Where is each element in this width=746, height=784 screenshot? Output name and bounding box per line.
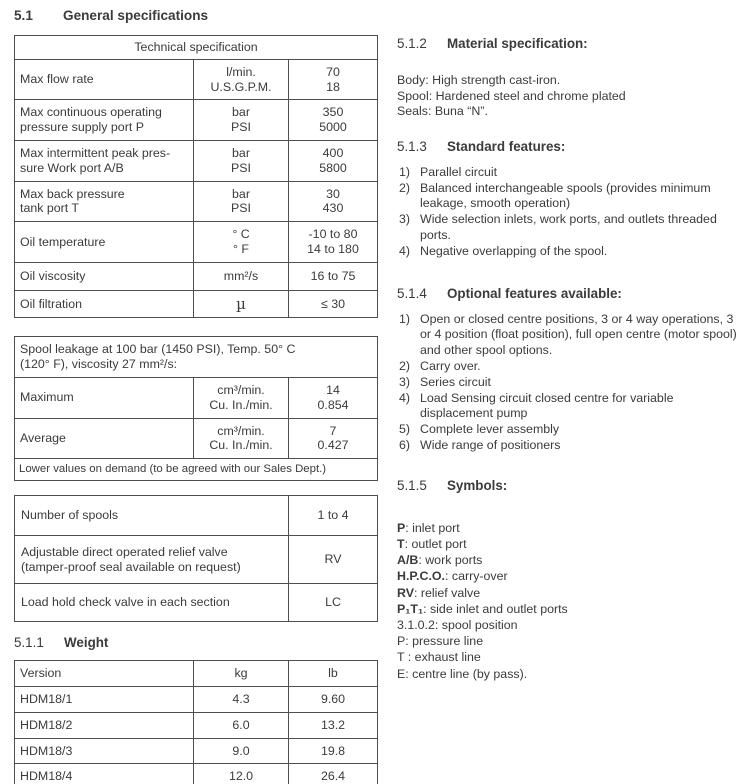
cell-values (289, 222, 378, 263)
cell-line: 430 (322, 201, 344, 216)
cell-line: U.S.G.P.M. (210, 79, 272, 94)
cell-units (194, 140, 289, 181)
item-text: Series circuit (420, 374, 491, 389)
symbol-description: E: centre line (by pass). (397, 666, 528, 681)
left-column (14, 8, 380, 784)
cell-line: 14 to 180 (307, 241, 359, 256)
cell-units (194, 181, 289, 222)
cell-line: ° C (232, 227, 250, 242)
cell-line: (tamper-proof seal available on request) (21, 559, 241, 574)
table-footnote-row (15, 459, 378, 481)
symbol-description: : work ports (418, 553, 483, 568)
table-row-relief-valve (15, 535, 378, 584)
section-heading-material-specification (397, 36, 741, 51)
symbol-term: P (397, 520, 406, 535)
list-item (397, 181, 741, 213)
symbol-term: A/B (397, 553, 419, 568)
cell-line: ° F (233, 241, 249, 256)
cell-lb: 26.4 (289, 764, 378, 784)
item-text: Load Sensing circuit closed centre for variable displacement pump (420, 390, 674, 421)
cell-version: HDM18/1 (15, 686, 194, 712)
section-title: General specifications (63, 8, 209, 23)
cell-line: Number of spools (21, 507, 119, 522)
symbol-description: : relief valve (414, 585, 481, 600)
spool-leakage-table (14, 336, 378, 481)
table-row-oil-filtration (15, 290, 378, 318)
list-item (397, 165, 741, 181)
symbol-description: 3.1.0.2: spool position (397, 617, 518, 632)
section-heading-general-specifications (14, 8, 380, 23)
cell-label (15, 100, 194, 141)
cell-kg: 9.0 (194, 738, 289, 764)
cell-line: 400 (322, 145, 344, 160)
symbol-item (397, 585, 741, 601)
item-text: Negative overlapping of the spool. (420, 243, 608, 258)
cell-line: bar (232, 186, 250, 201)
table-row-max-back-pressure (15, 181, 378, 222)
cell-line: Cu. In./min. (209, 397, 273, 412)
table-row-load-hold-check-valve (15, 584, 378, 622)
table-row-hdm18-3 (15, 738, 378, 764)
cell-units (194, 290, 289, 318)
item-number: 2) (399, 358, 411, 373)
table-header-row (15, 661, 378, 687)
column-header-kg: kg (194, 661, 289, 687)
section-number: 5.1.1 (14, 635, 44, 651)
section-number: 5.1 (14, 8, 33, 23)
cell-kg: 4.3 (194, 686, 289, 712)
cell-lb: 9.60 (289, 686, 378, 712)
item-number: 6) (399, 437, 411, 452)
cell-line: 7 (329, 423, 337, 438)
cell-label (15, 290, 194, 318)
item-text: Open or closed centre positions, 3 or 4 way operations, 3 or 4 position (float position), full open centre (motor spool) and other spool options. (420, 311, 737, 358)
cell-line: bar (232, 105, 250, 120)
section-number: 5.1.3 (397, 138, 427, 154)
table-row-maximum (15, 377, 378, 418)
item-number: 1) (399, 311, 411, 326)
section-number: 5.1.4 (397, 285, 427, 301)
list-item (397, 359, 741, 375)
cell-line: Cu. In./min. (209, 438, 273, 453)
item-text: Balanced interchangeable spools (provides minimum leakage, smooth operation) (420, 180, 711, 211)
item-number: 3) (399, 374, 411, 389)
symbol-item (397, 649, 741, 665)
cell-label (15, 59, 194, 100)
symbol-item (397, 520, 741, 536)
table-title-row (15, 337, 378, 378)
symbol-term: H.P.C.O. (397, 569, 445, 584)
cell-label (15, 181, 194, 222)
item-number: 3) (399, 212, 411, 227)
cell-values (289, 181, 378, 222)
section-number: 5.1.5 (397, 477, 427, 493)
symbol-item (397, 552, 741, 568)
cell-values (289, 59, 378, 100)
cell-label (15, 535, 289, 584)
cell-line: Oil filtration (20, 296, 82, 311)
cell-line: cm³/min. (217, 382, 265, 397)
list-item (397, 391, 741, 423)
section-heading-weight (14, 635, 380, 650)
item-text: Parallel circuit (420, 164, 498, 179)
symbol-description: : side inlet and outlet ports (423, 601, 568, 616)
symbol-item (397, 536, 741, 552)
table-row-hdm18-2 (15, 712, 378, 738)
item-text: Complete lever assembly (420, 422, 560, 437)
cell-label: Maximum (15, 377, 194, 418)
cell-line: Max back pressure (20, 186, 125, 201)
item-number: 4) (399, 243, 411, 258)
cell-line: mm²/s (223, 268, 259, 283)
symbol-description: T : exhaust line (397, 650, 481, 665)
table-row-hdm18-1 (15, 686, 378, 712)
cell-label (15, 222, 194, 263)
cell-line: l/min. (226, 64, 256, 79)
technical-specification-table (14, 35, 378, 318)
symbol-term: RV (397, 585, 414, 600)
table-title: Technical specification (15, 36, 378, 60)
optional-features-list (397, 312, 741, 454)
standard-features-list (397, 165, 741, 260)
cell-value: 1 to 4 (289, 495, 378, 535)
cell-line: ≤ 30 (320, 296, 346, 311)
mu-symbol: µ (236, 294, 246, 313)
symbol-description: : inlet port (405, 520, 460, 535)
right-column (397, 30, 741, 682)
table-title-row (15, 36, 378, 60)
section-title: Weight (64, 635, 109, 651)
cell-line: 30 (326, 186, 340, 201)
cell-line: Max continuous operating (20, 105, 162, 120)
symbol-item (397, 568, 741, 584)
symbol-description: : outlet port (404, 536, 467, 551)
cell-label (15, 495, 289, 535)
item-text: Carry over. (420, 358, 481, 373)
cell-line: Spool leakage at 100 bar (1450 PSI), Temp. 50° C (20, 342, 296, 357)
item-number: 2) (399, 180, 411, 195)
cell-line: sure Work port A/B (20, 160, 124, 175)
cell-values (289, 290, 378, 318)
cell-line: 5000 (319, 120, 347, 135)
table-row-hdm18-4 (15, 764, 378, 784)
cell-units (194, 418, 289, 459)
cell-units (194, 59, 289, 100)
cell-values (289, 100, 378, 141)
item-text: Wide selection inlets, work ports, and outlets threaded ports. (420, 212, 717, 242)
cell-values (289, 418, 378, 459)
section-title: Material specification: (447, 36, 588, 51)
item-number: 1) (399, 164, 411, 179)
symbol-description: : carry-over (444, 569, 508, 584)
section-number: 5.1.2 (397, 36, 427, 51)
item-number: 5) (399, 422, 411, 437)
table-title (15, 337, 378, 378)
cell-line: Max flow rate (20, 72, 94, 87)
table-row-oil-temperature (15, 222, 378, 263)
cell-line: 0.427 (317, 438, 349, 453)
cell-version: HDM18/2 (15, 712, 194, 738)
section-heading-standard-features (397, 139, 741, 154)
cell-line: pressure supply port P (20, 120, 144, 135)
cell-line: cm³/min. (217, 423, 265, 438)
cell-line: 350 (322, 105, 344, 120)
table-row-max-continuous-pressure (15, 100, 378, 141)
list-item (397, 244, 741, 260)
cell-version: HDM18/4 (15, 764, 194, 784)
text-line: Body: High strength cast-iron. (397, 73, 561, 87)
cell-line: (120° F), viscosity 27 mm²/s: (20, 357, 178, 372)
table-row-max-flow-rate (15, 59, 378, 100)
cell-line: PSI (231, 201, 251, 216)
cell-label (15, 140, 194, 181)
cell-version: HDM18/3 (15, 738, 194, 764)
cell-value: LC (289, 584, 378, 622)
table-row-average (15, 418, 378, 459)
valve-options-table (14, 495, 378, 622)
cell-line: 18 (326, 79, 340, 94)
cell-lb: 13.2 (289, 712, 378, 738)
cell-units (194, 262, 289, 290)
cell-line: -10 to 80 (308, 227, 358, 242)
text-line: Seals: Buna “N”. (397, 104, 488, 119)
cell-line: Oil viscosity (20, 268, 86, 283)
symbol-item (397, 601, 741, 617)
cell-line: 16 to 75 (310, 268, 356, 283)
cell-units (194, 222, 289, 263)
list-item (397, 375, 741, 391)
list-item (397, 212, 741, 244)
column-header-lb: lb (289, 661, 378, 687)
cell-values (289, 262, 378, 290)
cell-label: Average (15, 418, 194, 459)
table-footnote: Lower values on demand (to be agreed with our Sales Dept.) (15, 459, 378, 481)
symbol-term: P₁T₁ (397, 601, 424, 616)
cell-line: 70 (326, 64, 340, 79)
cell-line: tank port T (20, 201, 80, 216)
cell-line: PSI (231, 160, 251, 175)
symbols-list (397, 520, 741, 682)
cell-value: RV (289, 535, 378, 584)
section-heading-symbols (397, 478, 741, 493)
cell-line: PSI (231, 120, 251, 135)
section-title: Optional features available: (447, 285, 622, 301)
symbol-item (397, 633, 741, 649)
symbol-item (397, 666, 741, 682)
cell-line: Max intermittent peak pres- (20, 145, 171, 160)
cell-line: bar (232, 145, 250, 160)
cell-line: Load hold check valve in each section (21, 595, 230, 610)
cell-line: 0.854 (317, 397, 349, 412)
list-item (397, 438, 741, 454)
cell-line: Oil temperature (20, 234, 106, 249)
item-number: 4) (399, 390, 411, 405)
table-row-oil-viscosity (15, 262, 378, 290)
symbol-item (397, 617, 741, 633)
list-item (397, 312, 741, 359)
weight-table (14, 660, 378, 784)
cell-values (289, 140, 378, 181)
symbol-description: P: pressure line (397, 634, 484, 649)
cell-kg: 6.0 (194, 712, 289, 738)
text-line: Spool: Hardened steel and chrome plated (397, 88, 626, 103)
section-title: Symbols: (447, 477, 508, 493)
cell-kg: 12.0 (194, 764, 289, 784)
material-specification-text (397, 73, 741, 120)
cell-units (194, 100, 289, 141)
cell-line: 14 (326, 382, 340, 397)
section-title: Standard features: (447, 138, 566, 154)
cell-label (15, 262, 194, 290)
list-item (397, 422, 741, 438)
symbol-term: T (397, 536, 405, 551)
cell-line: 5800 (319, 160, 347, 175)
cell-lb: 19.8 (289, 738, 378, 764)
column-header-version: Version (15, 661, 194, 687)
cell-values (289, 377, 378, 418)
cell-label (15, 584, 289, 622)
cell-line: Adjustable direct operated relief valve (21, 544, 228, 559)
table-row-max-intermittent-pressure (15, 140, 378, 181)
item-text: Wide range of positioners (420, 437, 561, 452)
cell-units (194, 377, 289, 418)
section-heading-optional-features (397, 286, 741, 301)
table-row-number-of-spools (15, 495, 378, 535)
